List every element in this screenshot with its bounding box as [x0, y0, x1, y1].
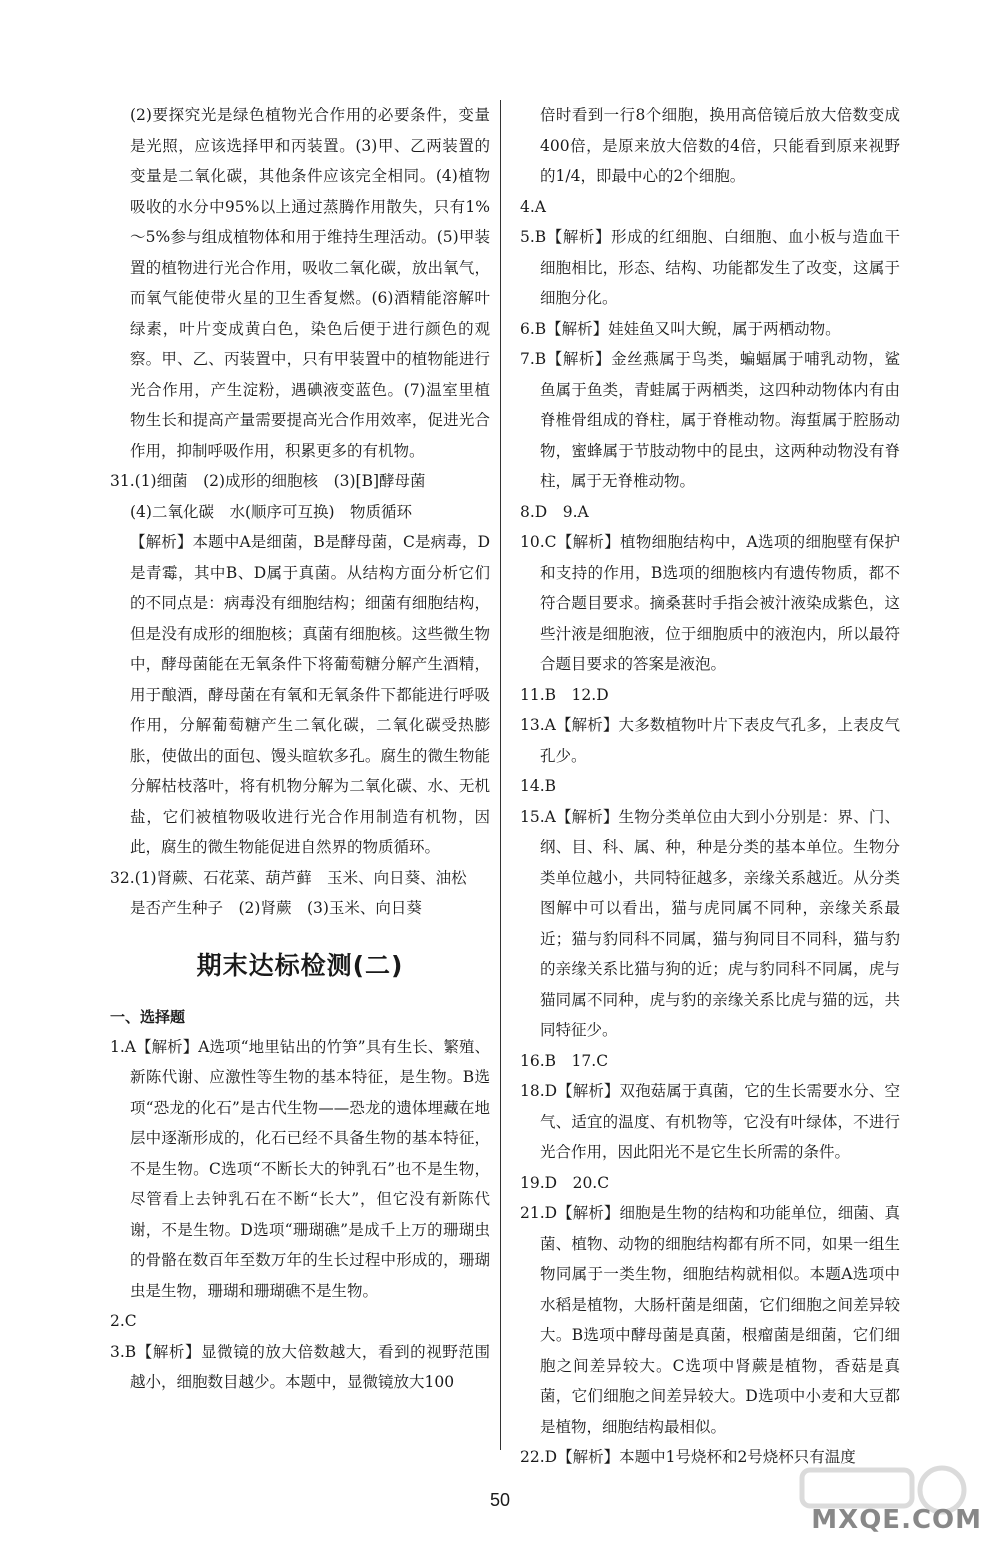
answer-13: 13.A【解析】大多数植物叶片下表皮气孔多，上表皮气孔少。: [520, 716, 900, 765]
answer-1: 1.A【解析】A选项“地里钻出的竹笋”具有生长、繁殖、新陈代谢、应激性等生物的基本特征，是生物。B选项“恐龙的化石”是古代生物——恐龙的遗体埋藏在地层中逐渐形成的，化石已经不具备生物的基本特征，不是生物。C选项“不断长大的钟乳石”也不是生物，尽管看上去钟乳石在不断“长大”，但它没有新陈代谢，不是生物。D选项“珊瑚礁”是成千上万的珊瑚虫的骨骼在数百年至数万年的生长过程中形成的，珊瑚虫是生物，珊瑚和珊瑚礁不是生物。: [110, 1037, 490, 1300]
answer-16-17: 16.B 17.C: [520, 1051, 609, 1070]
answer-3: 3.B【解析】显微镜的放大倍数越大，看到的视野范围越小，细胞数目越少。本题中，显微镜放大100: [110, 1342, 490, 1391]
answer-21: 21.D【解析】细胞是生物的结构和功能单位，细菌、真菌、植物、动物的细胞结构都有所不同，如果一组生物同属于一类生物，细胞结构就相似。本题A选项中水稻是植物，大肠杆菌是细菌，它们细胞之间差异较大。B选项中酵母菌是真菌，根瘤菌是细菌，它们细胞之间差异较大。C选项中肾蕨是植物，香菇是真菌，它们细胞之间差异较大。D选项中小麦和大豆都是植物，细胞结构最相似。: [520, 1204, 900, 1436]
answer-32-cont: 是否产生种子 (2)肾蕨 (3)玉米、向日葵: [130, 899, 422, 917]
answer-22: 22.D【解析】本题中1号烧杯和2号烧杯只有温度: [520, 1448, 856, 1466]
answer-4: 4.A: [520, 197, 546, 216]
answer-7: 7.B【解析】金丝燕属于鸟类，蝙蝠属于哺乳动物，鲨鱼属于鱼类，青蛙属于两栖类，这四种动物体内有由脊椎骨组成的脊柱，属于脊椎动物。海蜇属于腔肠动物，蜜蜂属于节肢动物中的昆虫，这两种动物没有脊柱，属于无脊椎动物。: [520, 350, 900, 490]
answer-5: 5.B【解析】形成的红细胞、白细胞、血小板与造血干细胞相比，形态、结构、功能都发生了改变，这属于细胞分化。: [520, 228, 900, 307]
watermark-text: MXQE.COM: [811, 1505, 982, 1535]
answer-19-20: 19.D 20.C: [520, 1173, 610, 1192]
page-number: 50: [489, 1490, 511, 1510]
section-heading: 期末达标检测(二): [196, 950, 404, 980]
answer-10: 10.C【解析】植物细胞结构中，A选项的细胞壁有保护和支持的作用，B选项的细胞核内有遗传物质，都不符合题目要求。摘桑葚时手指会被汁液染成紫色，这些汁液是细胞液，位于细胞质中的液泡内，所以最符合题目要求的答案是液泡。: [520, 533, 900, 673]
answer-31-part4: (4)二氧化碳 水(顺序可互换) 物质循环: [130, 502, 413, 521]
answer-30-continued: (2)要探究光是绿色植物光合作用的必要条件，变量是光照，应该选择甲和丙装置。(3)甲、乙两装置的变量是二氧化碳，其他条件应该完全相同。(4)植物吸收的水分中95%以上通过蒸腾作用散失，只有1%～5%参与组成植物体和用于维持生理活动。(5)甲装置的植物进行光合作用，吸收二氧化碳，放出氧气，而氧气能使带火星的卫生香复燃。(6)酒精能溶解叶绿素，叶片变成黄白色，染色后便于进行颜色的观察。甲、乙、丙装置中，只有甲装置中的植物能进行光合作用，产生淀粉，遇碘液变蓝色。(7)温室里植物生长和提高产量需要提高光合作用效率，促进光合作用，抑制呼吸作用，积累更多的有机物。: [130, 106, 490, 460]
left-column: [110, 100, 490, 1398]
answer-14: 14.B: [520, 777, 557, 795]
column-divider: [500, 100, 501, 1450]
right-column: [520, 100, 900, 1473]
answer-2: 2.C: [110, 1312, 137, 1330]
answer-32: 32.(1)肾蕨、石花菜、葫芦藓 玉米、向日葵、油松: [110, 868, 467, 887]
answer-18: 18.D【解析】双孢菇属于真菌，它的生长需要水分、空气、适宜的温度、有机物等，它没有叶绿体，不进行光合作用，因此阳光不是它生长所需的条件。: [520, 1082, 900, 1161]
answer-15: 15.A【解析】生物分类单位由大到小分别是：界、门、纲、目、科、属、种，种是分类的基本单位。生物分类单位越小，共同特征越多，亲缘关系越近。从分类图解中可以看出，猫与虎同属不同种，亲缘关系最近；猫与豹同科不同属，猫与狗同目不同科，猫与豹的亲缘关系比猫与狗的近；虎与豹同科不同属，虎与猫同属不同种，虎与豹的亲缘关系比虎与猫的远，共同特征少。: [520, 807, 900, 1039]
answer-6: 6.B【解析】娃娃鱼又叫大鲵，属于两栖动物。: [520, 319, 841, 338]
answer-31: 31.(1)细菌 (2)成形的细胞核 (3)[B]酵母菌: [110, 472, 426, 490]
answer-3-continued: 倍时看到一行8个细胞，换用高倍镜后放大倍数变成400倍，是原来放大倍数的4倍，只能看到原来视野的1/4，即最中心的2个细胞。: [540, 106, 900, 185]
answer-8-9: 8.D 9.A: [520, 502, 589, 521]
subsection-title: 一、选择题: [110, 1007, 186, 1026]
answer-31-analysis: 【解析】本题中A是细菌，B是酵母菌，C是病毒，D是青霉，其中B、D属于真菌。从结构方面分析它们的不同点是：病毒没有细胞结构；细菌有细胞结构，但是没有成形的细胞核；真菌有细胞核。这些微生物中，酵母菌能在无氧条件下将葡萄糖分解产生酒精，用于酿酒，酵母菌在有氧和无氧条件下都能进行呼吸作用，分解葡萄糖产生二氧化碳，二氧化碳受热膨胀，使做出的面包、馒头暄软多孔。腐生的微生物能分解枯枝落叶，将有机物分解为二氧化碳、水、无机盐，它们被植物吸收进行光合作用制造有机物，因此，腐生的微生物能促进自然界的物质循环。: [130, 533, 490, 856]
answer-11-12: 11.B 12.D: [520, 685, 609, 704]
